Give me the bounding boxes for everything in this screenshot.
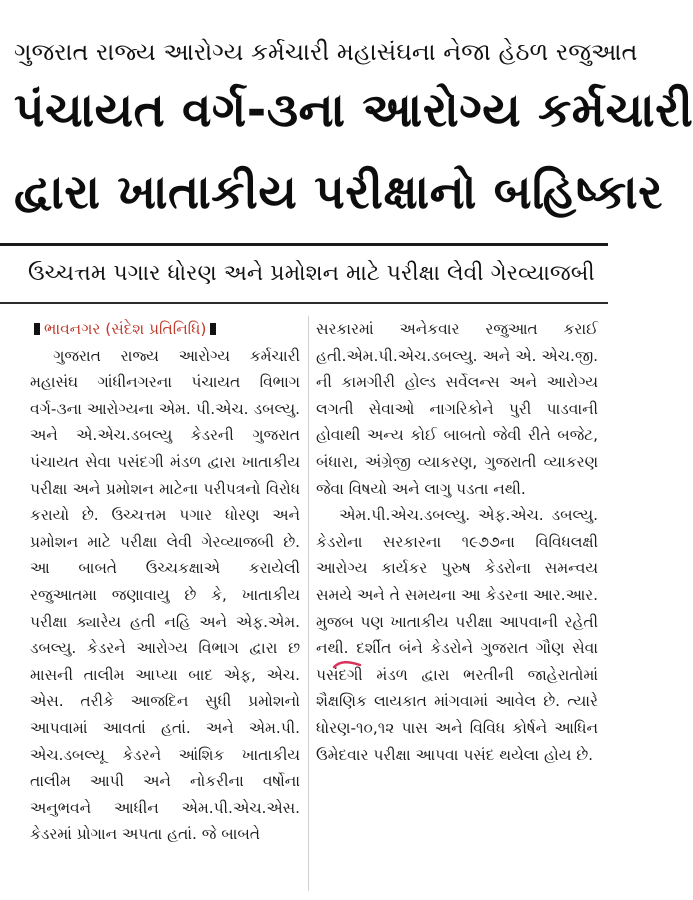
headline-rule (0, 243, 608, 246)
dateline-bar-icon (210, 323, 216, 335)
headline-line-1: પંચાયત વર્ગ-૩ના આરોગ્ય કર્મચારી (14, 83, 693, 138)
headline-line-2: દ્વારા ખાતાકીય પરીક્ષાનો બહિષ્કાર (14, 165, 663, 220)
subheadline: ઉચ્ચત્તમ પગાર ધોરણ અને પ્રમોશન માટે પરીક્ષા લેવી ગેરવ્યાજબી (28, 261, 595, 286)
dateline (30, 316, 300, 343)
dateline-bar-icon (34, 323, 40, 335)
pen-underline-mark (332, 657, 362, 671)
body-paragraph: ગુજરાત રાજ્ય આરોગ્ય કર્મચારી મહાસંઘ ગાંધીનગરના પંચાયત વિભાગ વર્ગ-૩ના આરોગ્યના એમ. પી.એચ. ડબલ્યુ. અને એ.એચ.ડબલ્યુ કેડરની ગુજરાત પંચાયત સેવા પસંદગી મંડળ દ્વારા ખાતાકીય પરીક્ષા અને પ્રમોશન માટેના પરીપત્રનો વિરોધ કરાયો છે. ઉચ્ચત્તમ પગાર ધોરણ અને પ્રમોશન માટે પરીક્ષા લેવી ગેરવ્યાજબી છે. આ બાબતે ઉચ્ચકક્ષાએ કરાયેલી રજુઆતમા જણાવાયુ છે કે, ખાતાકીય પરીક્ષા ક્યારેય હતી નહિ અને એફ.એમ. ડબલ્યુ. કેડરને આરોગ્ય વિભાગ દ્વારા છ માસની તાલીમ આપ્યા બાદ એફ, એચ. એસ. તરીકે આજદિન સુધી પ્રમોશનો આપવામાં આવતાં હતાં. અને એમ.પી. એચ.ડબલ્યૂ કેડરને આંશિક ખાતાકીય તાલીમ આપી અને નોકરીના વર્ષોના અનુભવને આધીન એમ.પી.એચ.એસ. કેડરમાં પ્રોગાન અપતા હતાં. જે બાબતે (30, 346, 300, 844)
subhead-rule (0, 302, 608, 304)
body-paragraph: એમ.પી.એચ.ડબલ્યુ. એફ.એચ. ડબલ્યુ. કેડરોના સરકારના ૧૯૭૭ના વિવિધલક્ષી આરોગ્ય કાર્યકર પુરુષ કેડરોના સમન્વય સમયે અને તે સમયના આ કેડરના આર.આર. મુજબ પણ ખાતાકીય પરીક્ષા આપવાની રહેતી નથી. દર્શીત બંને કેડરોને ગુજરાત ગૌણ સેવા પસંદગી મંડળ દ્વારા ભરતીની જાહેરાતોમાં શૈક્ષણિક લાયકાત માંગવામાં આવેલ છે. ત્યારે ધોરણ-૧૦,૧૨ પાસ અને વિવિધ કોર્ષને આધિન ઉમેદવાર પરીક્ષા આપવા પસંદ થયેલા હોય છે. (316, 506, 598, 764)
body-column-left (30, 316, 300, 848)
column-divider (308, 316, 309, 891)
body-paragraph: સરકારમાં અનેકવાર રજુઆત કરાઈ હતી.એમ.પી.એચ.ડબલ્યુ. અને એ. એચ.જી. ની કામગીરી હોલ્ડ સર્વેલન્સ અને આરોગ્ય લગતી સેવાઓ નાગરિકોને પુરી પાડવાની હોવાથી અન્ય કોઈ બાબતો જેવી રીતે બજેટ, બંધારા, અંગ્રેજી વ્યાકરણ, ગુજરાતી વ્યાકરણ જેવા વિષયો અને લાગુ પડતા નથી. (316, 320, 598, 498)
body-column-right (316, 316, 598, 768)
kicker: ગુજરાત રાજ્ય આરોગ્ય કર્મચારી મહાસંઘના નેજા હેઠળ રજુઆત (14, 38, 638, 66)
dateline-text: ભાવનગર (સંદેશ પ્રતિનિધિ) (44, 320, 207, 338)
